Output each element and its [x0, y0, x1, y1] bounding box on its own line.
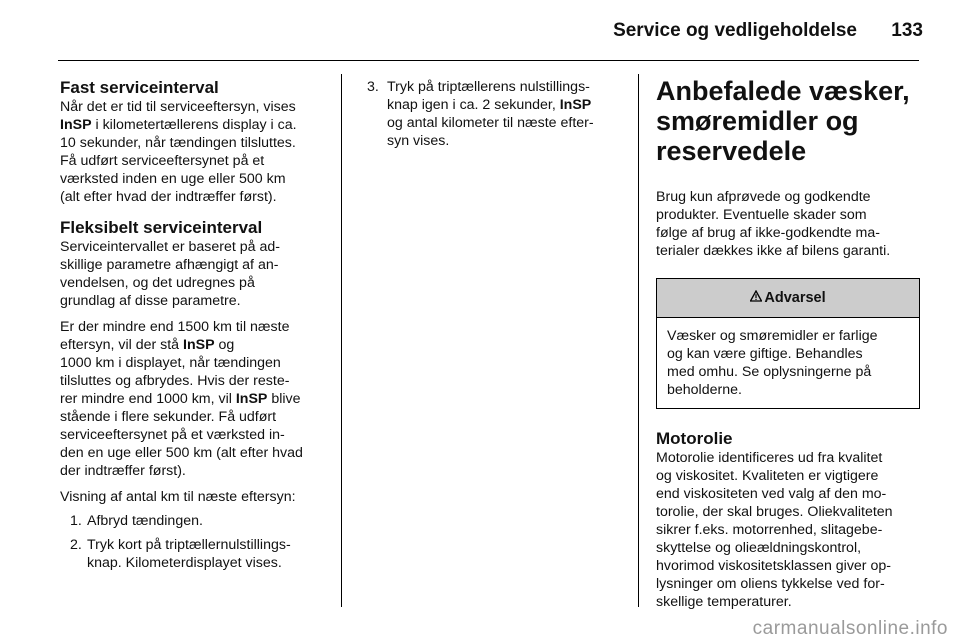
- insp-indicator: InSP: [60, 117, 92, 133]
- text-line: og antal kilometer til næste efter‐: [387, 115, 594, 131]
- text-line: med omhu. Se oplysningerne på: [667, 364, 872, 380]
- text-line: 1000 km i displayet, når tændingen: [60, 355, 281, 371]
- text-line: Når det er tid til serviceeftersyn, vises: [60, 99, 296, 115]
- text-line: skillige parametre afhængigt af an‐: [60, 257, 279, 273]
- text-line: Tryk på triptællerens nulstillings‐: [387, 79, 590, 95]
- text-line: InSP i kilometertællerens display i ca.: [60, 117, 297, 133]
- heading-motor-oil: Motorolie: [656, 429, 733, 448]
- text-line: produkter. Eventuelle skader som: [656, 207, 867, 223]
- warning-box: [656, 278, 920, 409]
- section-title: [656, 76, 920, 166]
- text-line: hvorimod viskositetsklassen giver op‐: [656, 558, 891, 574]
- paragraph-motor-oil: [656, 449, 920, 611]
- text-line: skellige temperaturer.: [656, 594, 792, 610]
- text-line: værksted inden en uge eller 500 km: [60, 171, 286, 187]
- text-line: torolie, der skal bruges. Oliekvaliteten: [656, 504, 893, 520]
- text-line: eftersyn, vil der stå InSP og: [60, 337, 235, 353]
- text-line: sikrer f.eks. motorrenhed, slitagebe‐: [656, 522, 883, 538]
- column-1: [60, 78, 332, 572]
- paragraph-approved-products: [656, 188, 920, 260]
- text-line: Brug kun afprøvede og godkendte: [656, 189, 871, 205]
- list-number: 1.: [70, 513, 82, 529]
- header-rule: [58, 60, 919, 61]
- list-number: 3.: [367, 79, 379, 95]
- warning-title: Advarsel: [764, 290, 826, 306]
- warning-triangle-icon: [750, 289, 762, 307]
- insp-indicator: InSP: [559, 97, 592, 113]
- list-number: 2.: [70, 537, 82, 553]
- text-line: den en uge eller 500 km (alt efter hvad: [60, 445, 303, 461]
- list-item: [60, 536, 332, 572]
- text-line: skyttelse og olieældningskontrol,: [656, 540, 862, 556]
- list-item: [60, 512, 332, 530]
- title-line: Anbefalede væsker,: [656, 76, 910, 106]
- text-line: syn vises.: [387, 133, 450, 149]
- column-divider-1: [341, 74, 342, 607]
- text-line: end viskositeten ved valg af den mo‐: [656, 486, 887, 502]
- list-item: [367, 78, 620, 150]
- text-line: Væsker og smøremidler er farlige: [667, 328, 878, 344]
- text-line: Er der mindre end 1500 km til næste: [60, 319, 290, 335]
- page-header: [0, 0, 960, 50]
- text-line: og kan være giftige. Behandles: [667, 346, 863, 362]
- text-line: og viskositet. Kvaliteten er vigtigere: [656, 468, 879, 484]
- paragraph-flexible-interval: [60, 238, 332, 310]
- insp-indicator: InSP: [183, 337, 215, 353]
- column-divider-2: [638, 74, 639, 607]
- text-line: knap. Kilometerdisplayet vises.: [87, 555, 282, 571]
- text-line: Serviceintervallet er baseret på ad‐: [60, 239, 281, 255]
- text-line: beholderne.: [667, 382, 742, 398]
- warning-body: [657, 318, 919, 408]
- text-line: tilsluttes og afbrydes. Hvis der reste‐: [60, 373, 290, 389]
- text-line: stående i flere sekunder. Få udført: [60, 409, 277, 425]
- text-line: 10 sekunder, når tændingen tilsluttes.: [60, 135, 296, 151]
- text-line: følge af brug af ikke-godkendte ma‐: [656, 225, 880, 241]
- heading-fixed-interval: Fast serviceinterval: [60, 78, 219, 97]
- paragraph-display-km: Visning af antal km til næste eftersyn:: [60, 489, 296, 505]
- column-2: [367, 78, 620, 150]
- text-line: rer mindre end 1000 km, vil InSP blive: [60, 391, 301, 407]
- text-line: Afbryd tændingen.: [87, 513, 203, 529]
- paragraph-remaining-km: [60, 318, 332, 480]
- text-line: Få udført serviceeftersynet på et: [60, 153, 265, 169]
- title-line: reservedele: [656, 136, 807, 166]
- text-line: Motorolie identificeres ud fra kvalitet: [656, 450, 883, 466]
- header-title: Service og vedligeholdelse: [613, 20, 857, 41]
- text-line: grundlag af disse parametre.: [60, 293, 241, 309]
- watermark-logo: carmanualsonline.info: [752, 618, 948, 639]
- text-line: vendelsen, og det udregnes på: [60, 275, 255, 291]
- text-line: Tryk kort på triptællernulstillings‐: [87, 537, 291, 553]
- paragraph-fixed-interval: [60, 98, 332, 206]
- column-3: [656, 76, 920, 611]
- title-line: smøremidler og: [656, 106, 859, 136]
- heading-flexible-interval: Fleksibelt serviceinterval: [60, 218, 263, 237]
- warning-header: [657, 279, 919, 318]
- text-line: (alt efter hvad der indtræffer først).: [60, 189, 277, 205]
- text-line: der indtræffer først).: [60, 463, 186, 479]
- text-line: terialer dækkes ikke af bilens garanti.: [656, 243, 891, 259]
- text-line: knap igen i ca. 2 sekunder, InSP: [387, 97, 592, 113]
- text-line: lysninger om oliens tykkelse ved for‐: [656, 576, 885, 592]
- text-line: serviceeftersynet på et værksted in‐: [60, 427, 285, 443]
- insp-indicator: InSP: [235, 391, 268, 407]
- page-number: 133: [891, 20, 923, 41]
